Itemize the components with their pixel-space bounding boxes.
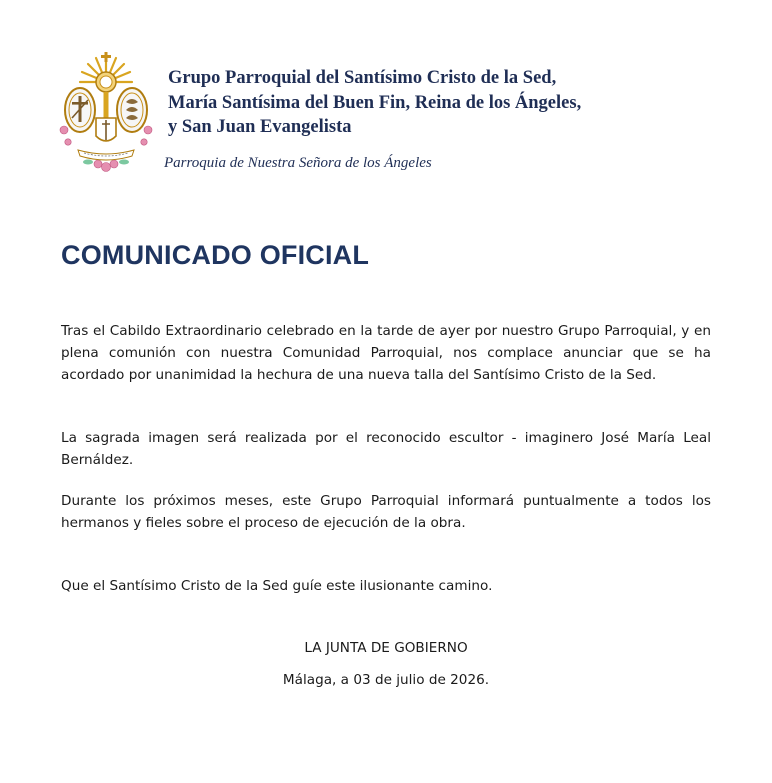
organization-name-line-1: Grupo Parroquial del Santísimo Cristo de la Sed,	[168, 68, 557, 88]
paragraph-sculptor: La sagrada imagen será realizada por el reconocido escultor - imaginero José María Leal Bernáldez.	[61, 430, 711, 468]
parish-name: Parroquia de Nuestra Señora de los Ángeles	[164, 155, 432, 171]
paragraph-announcement: Tras el Cabildo Extraordinario celebrado en la tarde de ayer por nuestro Grupo Parroquial, y en plena comunión con nuestra Comunidad Parroquial, nos complace anunciar que se ha acordado por unanimidad la hechura de una nueva talla del Santísimo Cristo de la Sed.	[61, 323, 711, 383]
organization-name-line-2: María Santísima del Buen Fin, Reina de los Ángeles,	[168, 92, 582, 113]
document-title: COMUNICADO OFICIAL	[61, 240, 370, 270]
paragraph-closing: Que el Santísimo Cristo de la Sed guíe este ilusionante camino.	[61, 578, 493, 594]
organization-name-line-3: y San Juan Evangelista	[168, 117, 352, 137]
signature: LA JUNTA DE GOBIERNO	[304, 640, 468, 656]
paragraph-updates: Durante los próximos meses, este Grupo Parroquial informará puntualmente a todos los hermanos y fieles sobre el proceso de ejecución de la obra.	[61, 493, 711, 531]
brotherhood-crest-icon	[58, 52, 154, 174]
organization-name	[168, 66, 728, 140]
document-date: Málaga, a 03 de julio de 2026.	[282, 672, 490, 688]
